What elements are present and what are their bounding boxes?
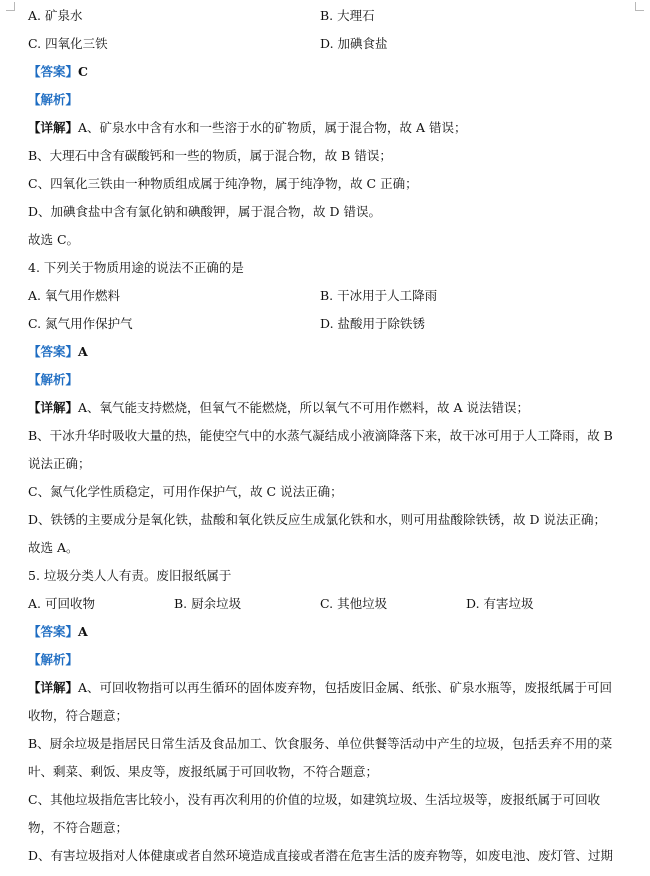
q5-detail-line-4: D、有害垃圾指对人体健康或者自然环境造成直接或者潜在危害生活的废弃物等，如废电池、废灯管、过期 — [28, 848, 614, 863]
q4-detail-line-2: B、干冰升华时吸收大量的热，能使空气中的水蒸气凝结成小液滴降落下来，故干冰可用于人工降雨，故 B 说法正确； — [28, 428, 613, 471]
page-corner-mark-left — [6, 2, 15, 11]
answer-tag: 【答案】 — [28, 624, 79, 639]
q3-detail-line-4: D、加碘食盐中含有氯化钠和碘酸钾，属于混合物，故 D 错误。 — [28, 204, 381, 219]
answer-value: A — [78, 624, 88, 639]
detail-tag: 【详解】 — [28, 400, 79, 415]
answer-tag: 【答案】 — [28, 344, 79, 359]
page-corner-mark-right — [635, 2, 644, 11]
answer-tag: 【答案】 — [28, 64, 79, 79]
q4-detail-line-1 — [28, 400, 529, 416]
q4-conclusion: 故选 A。 — [28, 540, 79, 555]
detail-text: A、可回收物指可以再生循环的固体废弃物，包括废旧金属、纸张、矿泉水瓶等，废报纸属于可回收物，符合题意； — [28, 680, 613, 723]
q3-option-d: D. 加碘食盐 — [320, 36, 388, 51]
q3-analysis-tag: 【解析】 — [28, 92, 79, 107]
q5-detail-line-3: C、其他垃圾指危害比较小，没有再次利用的价值的垃圾，如建筑垃圾、生活垃圾等，废报纸属于可回收物，不符合题意； — [28, 792, 601, 835]
detail-text: A、氧气能支持燃烧，但氧气不能燃烧，所以氧气不可用作燃料，故 A 说法错误； — [78, 400, 530, 415]
q5-option-c: C. 其他垃圾 — [320, 596, 388, 611]
q3-detail-line-2: B、大理石中含有碳酸钙和一些的物质，属于混合物，故 B 错误； — [28, 148, 392, 163]
answer-value: A — [78, 344, 88, 359]
q5-detail-line-2: B、厨余垃圾是指居民日常生活及食品加工、饮食服务、单位供餐等活动中产生的垃圾，包括丢弃不用的菜叶、剩菜、剩饭、果皮等，废报纸属于可回收物，不符合题意； — [28, 736, 613, 779]
q3-option-b: B. 大理石 — [320, 8, 375, 23]
q4-detail-line-4: D、铁锈的主要成分是氧化铁，盐酸和氧化铁反应生成氯化铁和水，则可用盐酸除铁锈，故 D 说法正确； — [28, 512, 606, 527]
q4-analysis-tag: 【解析】 — [28, 372, 79, 387]
q5-analysis-tag: 【解析】 — [28, 652, 79, 667]
q4-stem: 4. 下列关于物质用途的说法不正确的是 — [28, 260, 244, 275]
q4-answer-line — [28, 344, 88, 360]
q5-option-b: B. 厨余垃圾 — [174, 596, 242, 611]
q5-option-d: D. 有害垃圾 — [466, 596, 534, 611]
q3-detail-line-3: C、四氧化三铁由一种物质组成属于纯净物，属于纯净物，故 C 正确； — [28, 176, 418, 191]
detail-tag: 【详解】 — [28, 120, 79, 135]
q3-option-a: A. 矿泉水 — [28, 8, 83, 23]
q4-option-c: C. 氮气用作保护气 — [28, 316, 133, 331]
q3-conclusion: 故选 C。 — [28, 232, 80, 247]
q3-option-c: C. 四氧化三铁 — [28, 36, 108, 51]
q5-detail-line-1 — [28, 674, 624, 730]
q4-option-a: A. 氧气用作燃料 — [28, 288, 120, 303]
q3-detail-line-1 — [28, 120, 467, 136]
q4-option-d: D. 盐酸用于除铁锈 — [320, 316, 426, 331]
q5-option-a: A. 可回收物 — [28, 596, 95, 611]
q4-option-b: B. 干冰用于人工降雨 — [320, 288, 438, 303]
detail-tag: 【详解】 — [28, 680, 79, 695]
answer-value: C — [78, 64, 88, 79]
q3-answer-line — [28, 64, 88, 80]
detail-text: A、矿泉水中含有水和一些溶于水的矿物质，属于混合物，故 A 错误； — [78, 120, 467, 135]
q5-answer-line — [28, 624, 88, 640]
q5-stem: 5. 垃圾分类人人有责。废旧报纸属于 — [28, 568, 232, 583]
q4-detail-line-3: C、氮气化学性质稳定，可用作保护气，故 C 说法正确； — [28, 484, 343, 499]
